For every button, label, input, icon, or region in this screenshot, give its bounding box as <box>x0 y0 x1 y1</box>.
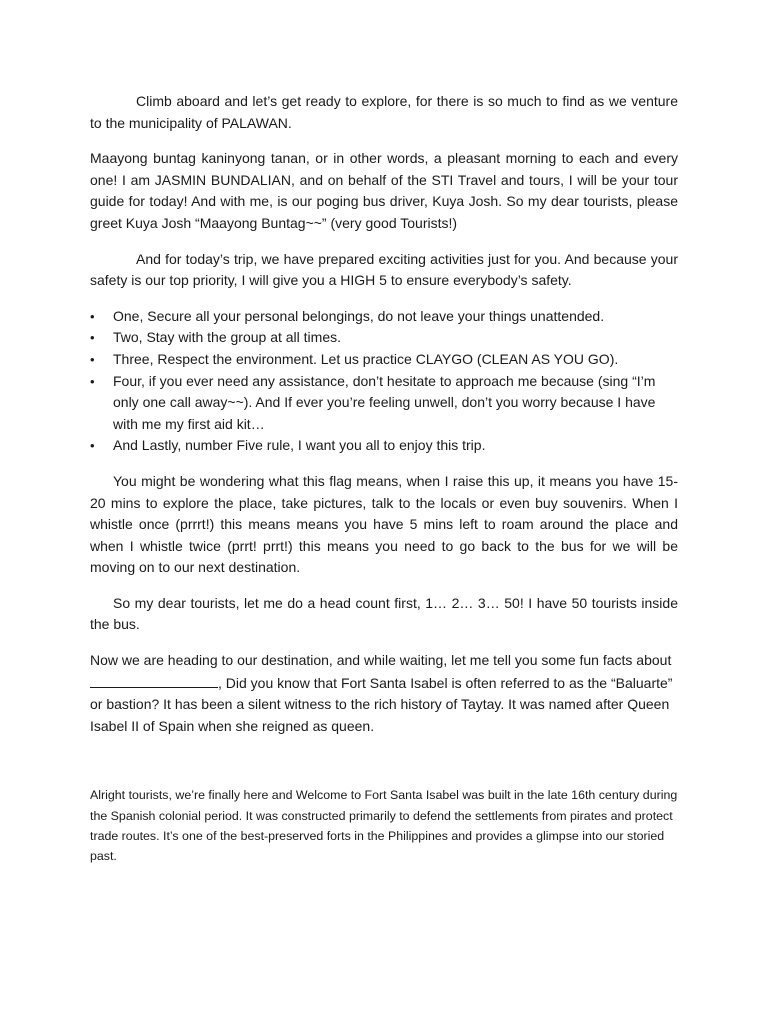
fun-facts-body-text: , Did you know that Fort Santa Isabel is often referred to as the “Baluarte” or bastion? It has been a silent witness to the rich history of Taytay. It was named after Queen Isabel II of Spain when she reigned as queen. <box>90 674 673 734</box>
bullet-icon: • <box>90 308 95 324</box>
fun-facts-paragraph <box>90 650 678 737</box>
greeting-paragraph: Maayong buntag kaninyong tanan, or in other words, a pleasant morning to each and every one! I am JASMIN BUNDALIAN, and on behalf of the STI Travel and tours, I will be your tour guide for today! And with me, is our poging bus driver, Kuya Josh. So my dear tourists, please greet Kuya Josh “Maayong Buntag~~” (very good Tourists!) <box>90 150 678 231</box>
bullet-icon: • <box>90 373 95 389</box>
fill-in-blank <box>90 672 218 688</box>
list-item-text: And Lastly, number Five rule, I want you all to enjoy this trip. <box>113 437 486 454</box>
bullet-icon: • <box>90 438 95 454</box>
list-item <box>90 435 678 457</box>
list-item <box>90 327 678 349</box>
arrival-paragraph: Alright tourists, we’re finally here and Welcome to Fort Santa Isabel was built in the late 16th century during the Spanish colonial period. It was constructed primarily to defend the settlements from pirates and protect trade routes. It’s one of the best-preserved forts in the Philippines and provides a glimpse into our storied past. <box>90 788 678 864</box>
bullet-icon: • <box>90 351 95 367</box>
fun-facts-lead-text: Now we are heading to our destination, and while waiting, let me tell you some fun facts about <box>90 652 672 669</box>
intro-paragraph: Climb aboard and let’s get ready to explore, for there is so much to find as we venture to the municipality of PALAWAN. <box>90 93 678 131</box>
safety-rules-list <box>90 306 678 457</box>
headcount-paragraph: So my dear tourists, let me do a head count first, 1… 2… 3… 50! I have 50 tourists inside the bus. <box>90 594 678 633</box>
list-item-text: Three, Respect the environment. Let us practice CLAYGO (CLEAN AS YOU GO). <box>113 350 619 367</box>
flag-paragraph: You might be wondering what this flag means, when I raise this up, it means you have 15-20 mins to explore the place, take pictures, talk to the locals or even buy souvenirs. When I whistle once (prrrt!) this means means you have 5 mins left to roam around the place and when I whistle twice (prrt! prrt!) this means you need to go back to the bus for we will be moving on to our next destination. <box>90 472 678 576</box>
list-item <box>90 349 678 371</box>
safety-intro-paragraph: And for today’s trip, we have prepared exciting activities just for you. And because your safety is our top priority, I will give you a HIGH 5 to ensure everybody’s safety. <box>90 250 678 289</box>
list-item-text: Two, Stay with the group at all times. <box>113 329 341 346</box>
list-item-text: Four, if you ever need any assistance, don’t hesitate to approach me because (sing “I’m only one call away~~). And If ever you’re feeling unwell, don’t you worry because I have with me my first aid kit… <box>113 372 656 432</box>
list-item <box>90 371 678 436</box>
list-item-text: One, Secure all your personal belongings, do not leave your things unattended. <box>113 307 605 324</box>
list-item <box>90 306 678 328</box>
bullet-icon: • <box>90 330 95 346</box>
